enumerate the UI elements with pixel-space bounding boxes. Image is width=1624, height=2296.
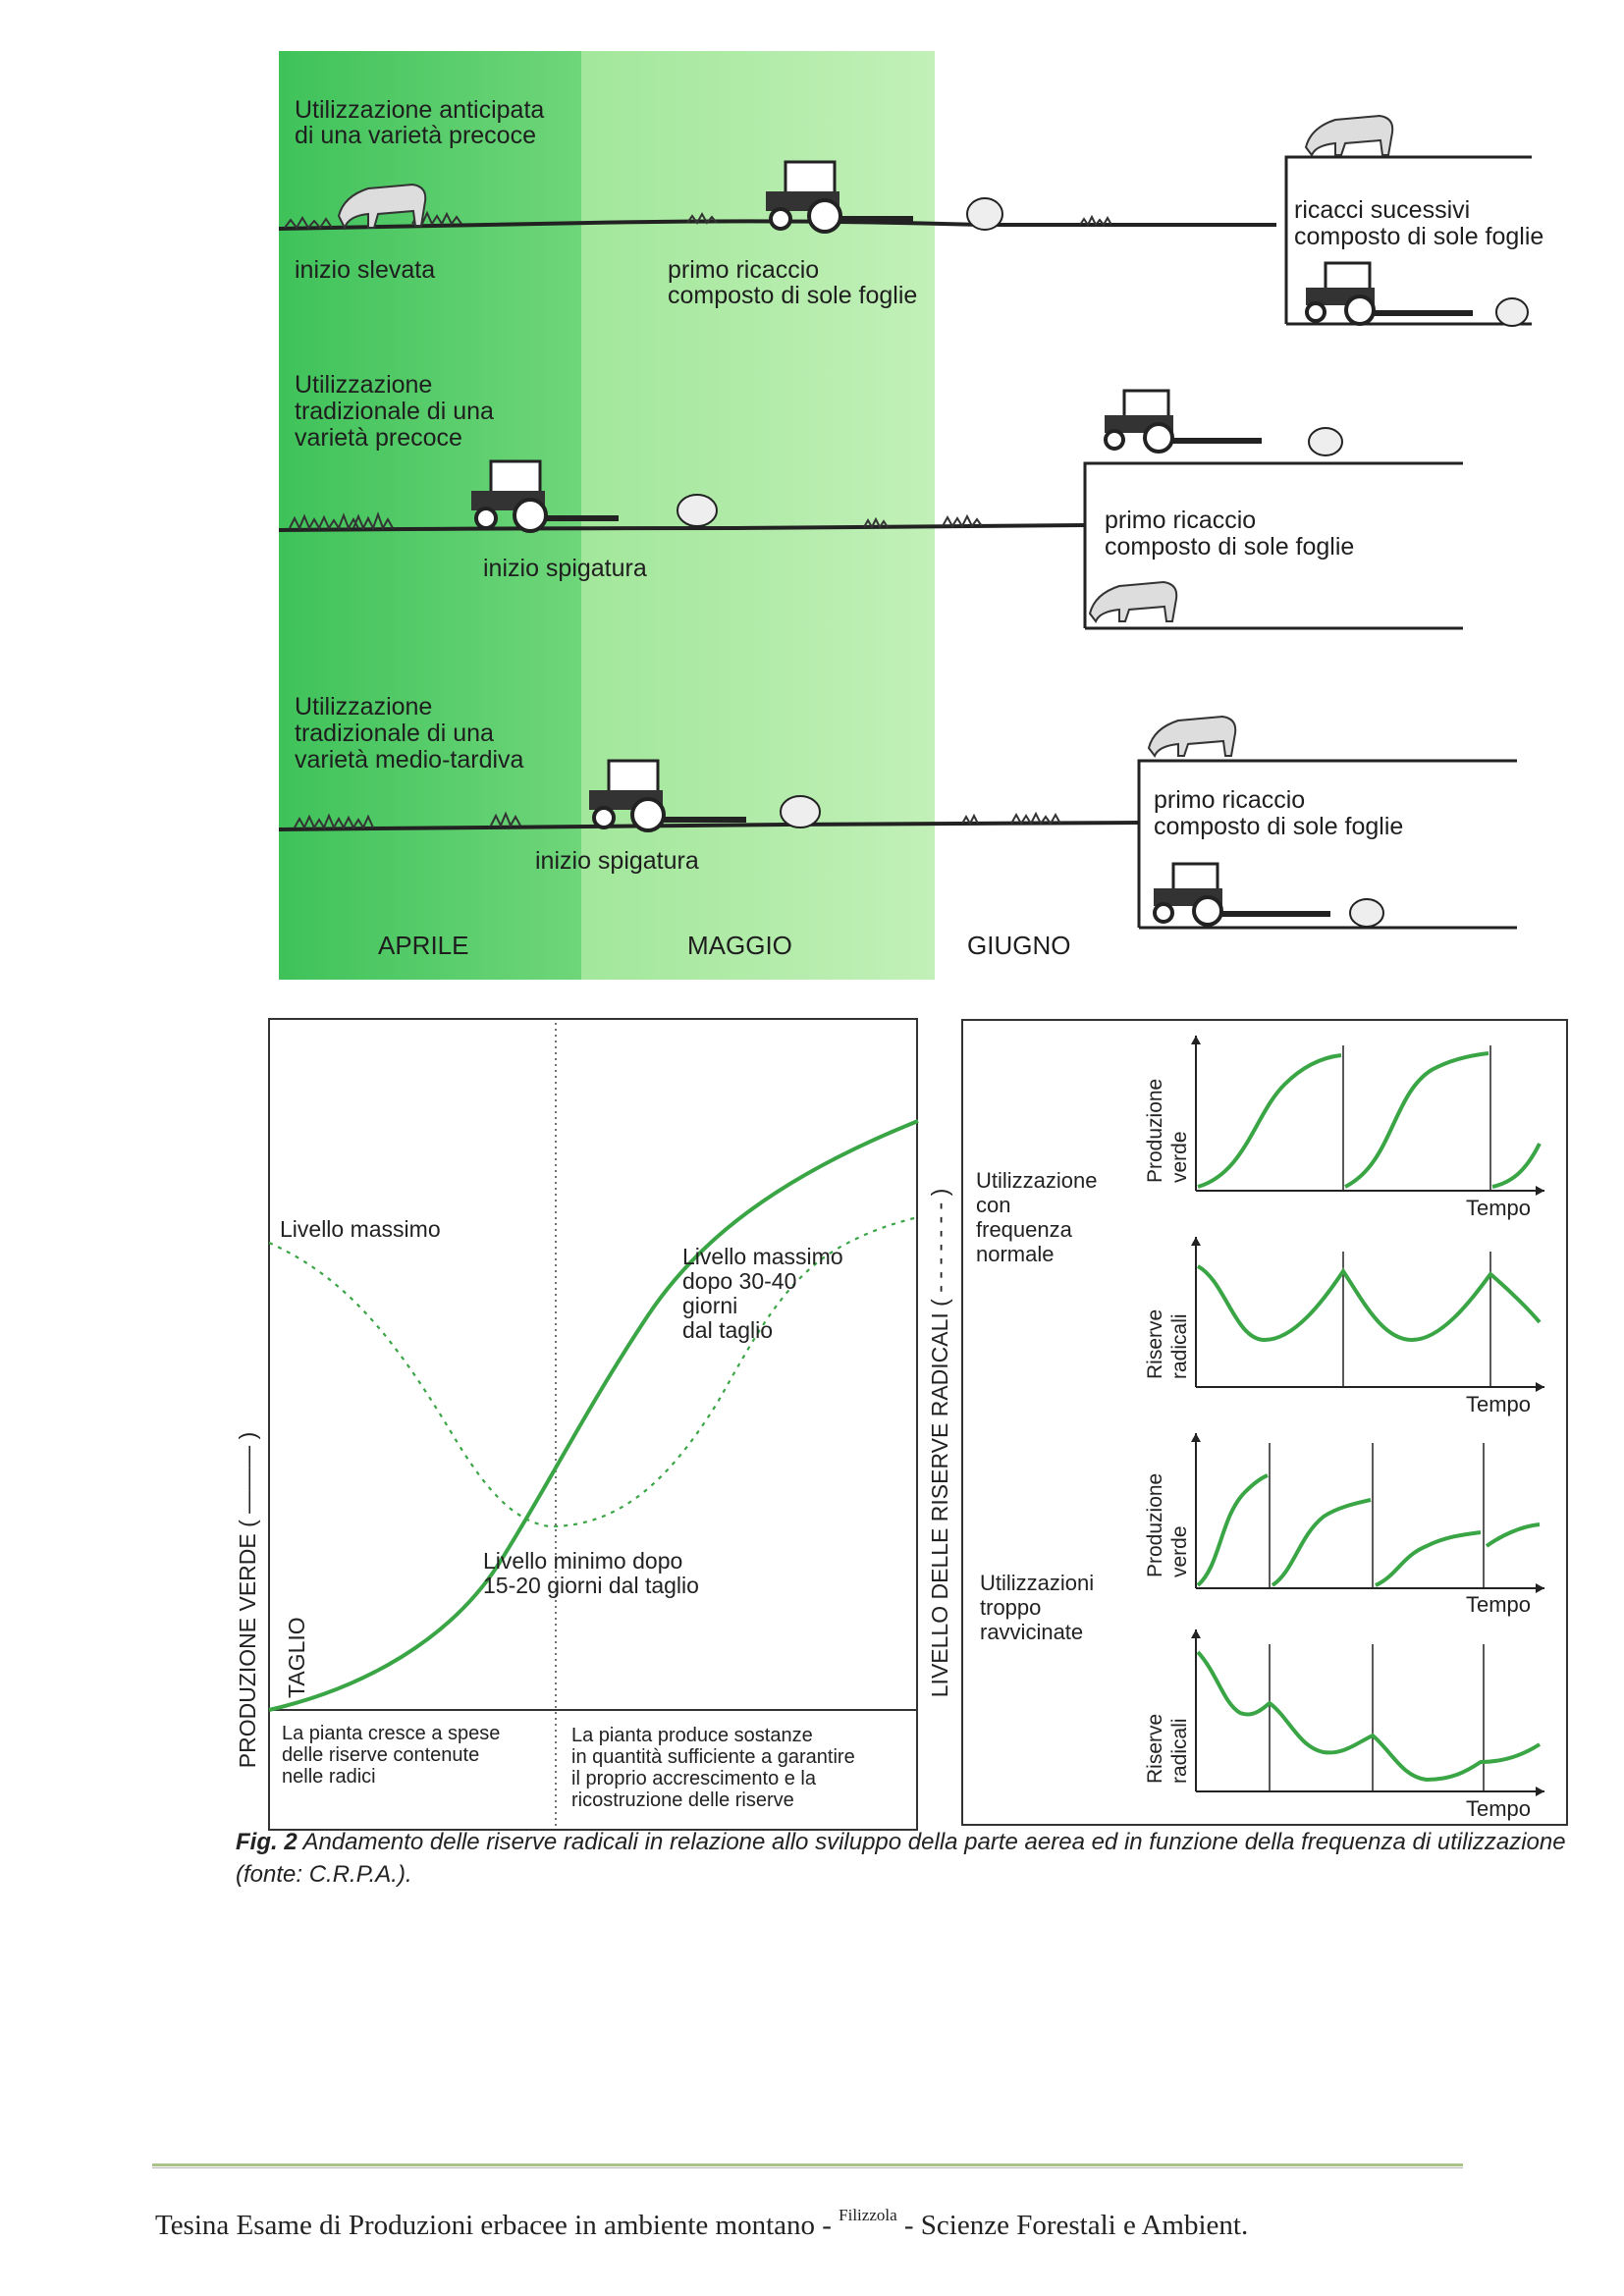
root-reserve-chart	[226, 1011, 952, 1836]
annotation-min-2: 15-20 giorni dal taglio	[483, 1573, 699, 1598]
ylabel-reserves-2: radicali	[1168, 1718, 1191, 1784]
ylabel-production-1: Produzione	[1144, 1472, 1166, 1577]
xlabel-time: Tempo	[1466, 1196, 1532, 1220]
row-3-side-line-2: composto di sole foglie	[1154, 813, 1404, 840]
footer-left-3: nelle radici	[282, 1766, 376, 1788]
group1-label-2: con	[976, 1193, 1011, 1217]
row-2-side-line-2: composto di sole foglie	[1105, 533, 1355, 561]
tractor-icon	[1105, 391, 1342, 455]
panel-frame	[962, 1020, 1567, 1825]
group2-label-1: Utilizzazioni	[980, 1571, 1095, 1595]
row-3-title-line-1: Utilizzazione	[295, 693, 433, 721]
group2-label-2: troppo	[980, 1595, 1042, 1620]
footer-text-before: Tesina Esame di Produzioni erbacee in ambiente montano -	[155, 2210, 839, 2241]
row-1-title-line-1: Utilizzazione anticipata	[295, 96, 545, 124]
row-2-title-line-1: Utilizzazione	[295, 371, 433, 399]
footer-left-2: delle riserve contenute	[282, 1744, 480, 1766]
cow-icon	[1090, 582, 1176, 621]
footer-text-after: - Scienze Forestali e Ambient.	[896, 2210, 1249, 2241]
ylabel-production-1: Produzione	[1144, 1078, 1166, 1183]
group1-label-4: normale	[976, 1242, 1055, 1266]
footer-right-3: il proprio accrescimento e la	[571, 1768, 816, 1789]
row-1-regrowth-line-2: composto di sole foglie	[668, 282, 918, 309]
annotation-max-level: Livello massimo	[280, 1216, 441, 1242]
row-2-title-line-2: tradizionale di una	[295, 398, 494, 425]
tractor-icon	[1306, 263, 1528, 326]
footer-author: Filizzola	[839, 2206, 897, 2224]
footer-right-1: La pianta produce sostanze	[571, 1725, 813, 1746]
bale-icon	[967, 198, 1002, 230]
xlabel-time: Tempo	[1466, 1796, 1532, 1821]
row-2-title-line-3: varietà precoce	[295, 424, 462, 452]
cow-icon	[1306, 116, 1392, 155]
y-left-axis-label: PRODUZIONE VERDE ( ——— )	[235, 1431, 260, 1769]
row-1-regrowth-line-1: primo ricaccio	[668, 256, 820, 284]
annotation-max-after-3: giorni	[682, 1293, 738, 1318]
mini-chart-production-frequent	[1144, 1433, 1544, 1617]
ylabel-reserves-2: radicali	[1168, 1313, 1191, 1379]
row-1-stage-label: inizio slevata	[295, 256, 436, 284]
ylabel-production-2: verde	[1168, 1131, 1191, 1183]
footer-right-4: ricostruzione delle riserve	[571, 1789, 794, 1811]
mini-chart-reserves-frequent	[1144, 1629, 1544, 1821]
frequency-panel	[960, 1016, 1569, 1831]
footer-right-2: in quantità sufficiente a garantire	[571, 1746, 855, 1768]
cow-icon	[1149, 717, 1235, 756]
top-figure	[0, 0, 1624, 991]
figure-label: Fig. 2	[236, 1829, 298, 1855]
ylabel-production-2: verde	[1168, 1525, 1191, 1577]
ylabel-reserves-1: Riserve	[1144, 1713, 1166, 1784]
page-footer	[155, 2206, 1248, 2242]
row-1-side-line-2: composto di sole foglie	[1294, 223, 1544, 250]
row-1-side-line-1: ricacci sucessivi	[1294, 196, 1471, 224]
xlabel-time: Tempo	[1466, 1592, 1532, 1617]
group2-label-3: ravvicinate	[980, 1620, 1084, 1644]
green-production-curve	[269, 1121, 918, 1710]
tractor-icon	[1154, 864, 1383, 927]
month-april: APRILE	[378, 931, 469, 960]
group1-label-1: Utilizzazione	[976, 1168, 1098, 1193]
row-3-title-line-3: varietà medio-tardiva	[295, 746, 524, 774]
footer-rule	[152, 2163, 1463, 2166]
xlabel-time: Tempo	[1466, 1392, 1532, 1416]
ylabel-reserves-1: Riserve	[1144, 1308, 1166, 1379]
y-right-axis-label: LIVELLO DELLE RISERVE RADICALI ( - - - - - - - )	[927, 1188, 952, 1698]
annotation-max-after-4: dal taglio	[682, 1317, 774, 1343]
row-3-side-line-1: primo ricaccio	[1154, 786, 1306, 814]
annotation-max-after-1: Livello massimo	[682, 1244, 843, 1269]
row-3-title-line-2: tradizionale di una	[295, 720, 494, 747]
mini-chart-reserves-normal	[1144, 1237, 1544, 1416]
figure-caption	[236, 1826, 1571, 1891]
taglio-label: TAGLIO	[284, 1617, 309, 1698]
row-3-stage-label: inizio spigatura	[535, 847, 699, 875]
may-band	[581, 51, 935, 980]
month-june: GIUGNO	[967, 931, 1071, 960]
footer-rule-shadow	[152, 2167, 1463, 2168]
row-2-side-line-1: primo ricaccio	[1105, 507, 1257, 534]
row-1-title-line-2: di una varietà precoce	[295, 122, 536, 149]
mini-chart-production-normal	[1144, 1036, 1544, 1220]
group1-label-3: frequenza	[976, 1217, 1072, 1242]
footer-left-1: La pianta cresce a spese	[282, 1723, 501, 1744]
row-2-stage-label: inizio spigatura	[483, 555, 647, 582]
annotation-min-1: Livello minimo dopo	[483, 1548, 683, 1574]
figure-caption-text: Andamento delle riserve radicali in relazione allo sviluppo della parte aerea ed in funzione della frequenza di utilizzazione (fonte: C.R.P.A.).	[236, 1829, 1566, 1888]
annotation-max-after-2: dopo 30-40	[682, 1268, 797, 1294]
chart-frame	[269, 1019, 917, 1830]
month-may: MAGGIO	[687, 931, 792, 960]
